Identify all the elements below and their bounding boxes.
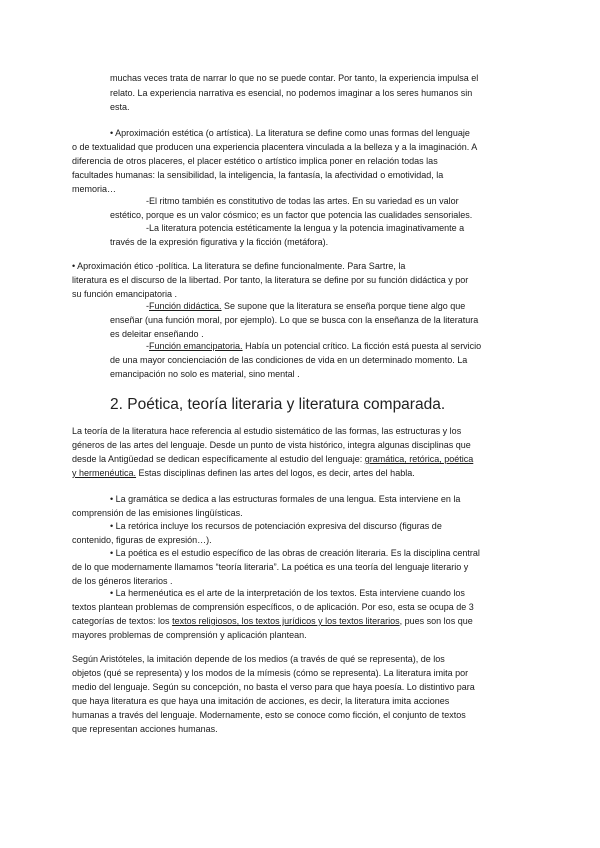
etico-line: su función emancipatoria . — [72, 289, 178, 299]
aristoteles-line: objetos (qué se representa) y los modos de la mímesis (cómo se representa). La literatura imita por — [72, 668, 469, 678]
retorica-bullet: contenido, figuras de expresión…). — [72, 535, 212, 545]
funcion-didactica-text: Se supone que la literatura se enseña porque tiene algo que — [221, 301, 466, 311]
etico-line: literatura es el discurso de la libertad. Por tanto, la literatura se define por su función didáctica y por — [72, 275, 469, 285]
intro-line: muchas veces trata de narrar lo que no se puede contar. Por tanto, la experiencia impulsa el — [110, 73, 479, 83]
hermeneutica-bullet: • La hermenéutica es el arte de la interpretación de los textos. Esta interviene cuando los — [110, 588, 465, 598]
text-categories-highlight: textos religiosos, los textos jurídicos y los textos literarios — [172, 616, 400, 626]
aristoteles-line: medio del lenguaje. Según su concepción, no basta el verso para que haya poesía. Lo distintivo para — [72, 682, 475, 692]
hermeneutica-bullet — [72, 614, 473, 629]
estetica-line: • Aproximación estética (o artística). La literatura se define como unas formas del lenguaje — [110, 128, 470, 138]
aristoteles-line: Según Aristóteles, la imitación depende de los medios (a través de qué se representa), de los — [72, 654, 445, 664]
funcion-didactica-line — [146, 299, 465, 314]
section-heading: 2. Poética, teoría literaria y literatura comparada. — [110, 396, 446, 413]
estetica-sub-line: -La literatura potencia estéticamente la lengua y la potencia imaginativamente a — [146, 223, 465, 233]
funcion-emancipatoria-term: Función emancipatoria. — [149, 341, 243, 351]
disciplines-highlight: y hermenéutica. — [72, 468, 137, 478]
estetica-line: diferencia de otros placeres, el placer estético o artístico implica poner en relación todas las — [72, 156, 438, 166]
gramatica-bullet: comprensión de las emisiones lingüísticas. — [72, 508, 243, 518]
aristoteles-line: que haya literatura es que haya una imitación de acciones, es decir, la literatura imita acciones — [72, 696, 450, 706]
estetica-sub-line: -El ritmo también es constitutivo de todas las artes. En su variedad es un valor — [146, 196, 459, 206]
hermeneutica-bullet: mayores problemas de comprensión y aplicación plantean. — [72, 630, 307, 640]
section2-line — [72, 466, 415, 481]
retorica-bullet: • La retórica incluye los recursos de potenciación expresiva del discurso (figuras de — [110, 521, 442, 531]
funcion-didactica-line: enseñar (una función moral, por ejemplo). Lo que se busca con la enseñanza de la literatura — [110, 315, 479, 325]
section2-line — [72, 452, 473, 467]
section2-line: La teoría de la literatura hace referencia al estudio sistemático de las formas, las estructuras y los — [72, 426, 462, 436]
estetica-sub-line: través de la expresión figurativa y la ficción (metáfora). — [110, 237, 329, 247]
estetica-sub-line: estético, porque es un valor cósmico; es un factor que potencia las cualidades sensoriales. — [110, 210, 473, 220]
poetica-bullet: de los géneros literarios . — [72, 576, 173, 586]
dash: - — [146, 341, 149, 351]
hermeneutica-text: , pues son los que — [399, 616, 473, 626]
estetica-line: o de textualidad que producen una experiencia placentera vinculada a la belleza y a la imaginación. A — [72, 142, 478, 152]
poetica-bullet: de lo que modernamente llamamos “teoría literaria”. La poética es una teoría del lenguaje literario y — [72, 562, 469, 572]
estetica-line: facultades humanas: la sensibilidad, la inteligencia, la fantasía, la afectividad o emotividad, la — [72, 170, 444, 180]
section2-text: Estas disciplinas definen las artes del logos, es decir, artes del habla. — [136, 468, 415, 478]
funcion-emancipatoria-line: de una mayor concienciación de las condiciones de vida en un determinado momento. La — [110, 355, 468, 365]
aristoteles-line: que representan acciones humanas. — [72, 724, 218, 734]
aristoteles-line: humanas a través del lenguaje. Modernamente, esto se conoce como ficción, el conjunto de textos — [72, 710, 466, 720]
dash: - — [146, 301, 149, 311]
funcion-emancipatoria-text: Había un potencial crítico. La ficción está puesta al servicio — [242, 341, 482, 351]
funcion-didactica-line: es deleitar enseñando . — [110, 329, 204, 339]
poetica-bullet: • La poética es el estudio específico de las obras de creación literaria. Es la disciplina central — [110, 548, 480, 558]
intro-line: relato. La experiencia narrativa es esencial, no podemos imaginar a los seres humanos sin — [110, 88, 473, 98]
hermeneutica-text: categorías de textos: los — [72, 616, 173, 626]
funcion-didactica-term: Función didáctica. — [149, 301, 222, 311]
section2-text: desde la Antigüedad se dedican específicamente al estudio del lenguaje: — [72, 454, 365, 464]
section2-line: géneros de las artes del lenguaje. Desde un punto de vista histórico, integra algunas disciplinas que — [72, 440, 471, 450]
disciplines-highlight: gramática, retórica, poética — [364, 454, 474, 464]
intro-line: esta. — [110, 102, 130, 112]
hermeneutica-bullet: textos plantean problemas de comprensión específicos, o de aplicación. Por eso, esta se ocupa de 3 — [72, 602, 474, 612]
estetica-line: memoria… — [72, 184, 117, 194]
gramatica-bullet: • La gramática se dedica a las estructuras formales de una lengua. Esta interviene en la — [110, 494, 461, 504]
etico-line: • Aproximación ético -política. La literatura se define funcionalmente. Para Sartre, la — [72, 261, 406, 271]
funcion-emancipatoria-line: emancipación no solo es material, sino mental . — [110, 369, 300, 379]
funcion-emancipatoria-line — [146, 339, 481, 354]
